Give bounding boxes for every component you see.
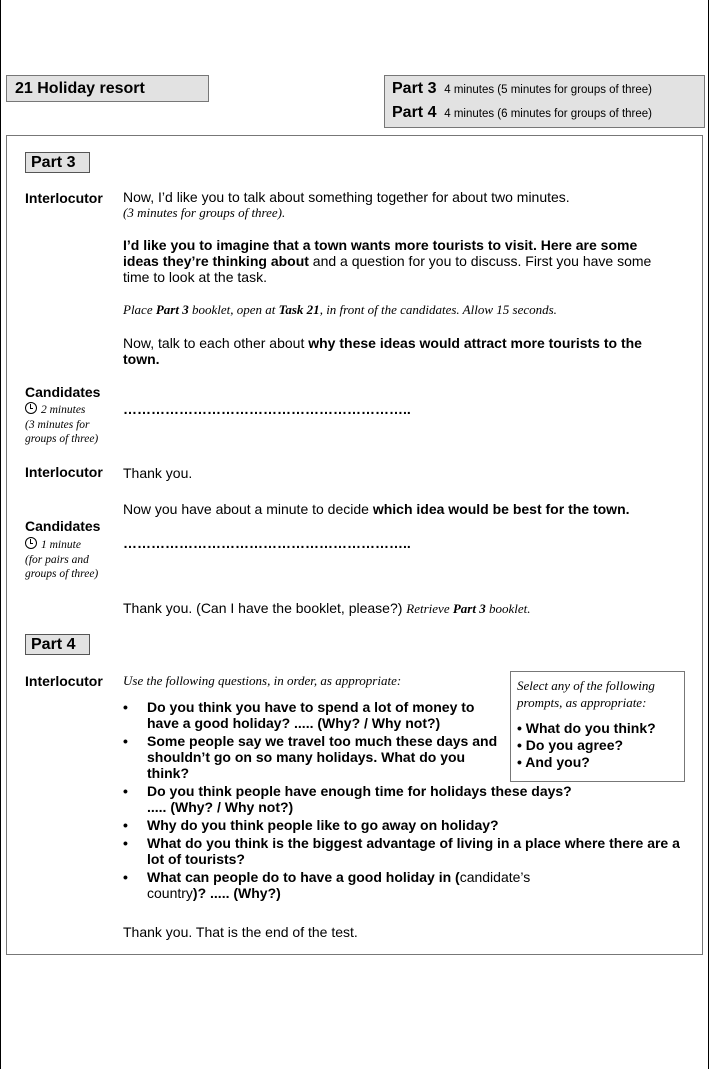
candidates-timing: 1 minute (for pairs and groups of three) (25, 539, 99, 580)
prompt-box (510, 671, 685, 782)
questions-instruction: Use the following questions, in order, as appropriate: (123, 673, 402, 688)
timing-box (384, 75, 705, 128)
candidates-label: Candidates (25, 518, 101, 534)
prompt-box-title: Select any of the following prompts, as appropriate: (517, 678, 655, 710)
prompt-item: • What do you think? (517, 720, 656, 736)
task-text (123, 237, 668, 285)
clock-icon (25, 537, 37, 549)
part3-closing: Thank you. (Can I have the booklet, please?) Retrieve Part 3 booklet. (123, 600, 531, 616)
question-item: • What can people do to have a good holiday in (candidate’s country)? ..... (Why?) (123, 869, 531, 901)
intro-note: (3 minutes for groups of three). (123, 205, 286, 220)
decide-instruction: Now you have about a minute to decide which idea would be best for the town. (123, 501, 630, 517)
question-item: • Why do you think people like to go away on holiday? (123, 817, 499, 833)
part3-heading: Part 3 (25, 152, 90, 173)
timing-text: 4 minutes (5 minutes for groups of three) (444, 84, 652, 96)
timing-part4 (392, 104, 697, 122)
clock-icon (25, 402, 37, 414)
place-instruction: Place Part 3 booklet, open at Task 21, in front of the candidates. Allow 15 seconds. (123, 302, 557, 317)
task-rest: and a question for you to discuss. First you have some time to look at the task. (123, 253, 652, 285)
part4-heading: Part 4 (25, 634, 90, 655)
talk-instruction: Now, talk to each other about why these ideas would attract more tourists to the town. (123, 335, 642, 367)
timing-part-label: Part 4 (392, 104, 437, 121)
task-bold: I’d like you to imagine that a town wants more tourists to visit. Here are some ideas they’re thinking about (123, 237, 638, 269)
interlocutor-label: Interlocutor (25, 190, 103, 206)
timing-part-label: Part 3 (392, 80, 437, 97)
task-title: 21 Holiday resort (6, 75, 209, 102)
interlocutor-label: Interlocutor (25, 464, 103, 480)
question-item: • Do you think people have enough time for holidays these days? ..... (Why? / Why not?) (123, 783, 572, 815)
candidates-label: Candidates (25, 384, 101, 400)
candidates-response-dots: …………………………………………………….. (123, 535, 411, 551)
question-item: • What do you think is the biggest advantage of living in a place where there are a lot of tourists? (123, 835, 680, 867)
prompt-item: • Do you agree? (517, 737, 624, 753)
candidates-timing: 2 minutes (3 minutes for groups of three) (25, 404, 99, 445)
intro-text (123, 189, 673, 221)
timing-part3 (392, 80, 697, 104)
test-end-text: Thank you. That is the end of the test. (123, 924, 358, 940)
intro-line: Now, I’d like you to talk about something together for about two minutes. (123, 189, 570, 205)
question-item: • Some people say we travel too much these days and shouldn’t go on so many holidays. What do you think? (123, 733, 498, 781)
prompt-item: • And you? (517, 754, 590, 770)
timing-text: 4 minutes (6 minutes for groups of three) (444, 108, 652, 120)
page-edge-left (0, 0, 1, 1069)
interlocutor-label: Interlocutor (25, 673, 103, 689)
candidates-response-dots: …………………………………………………….. (123, 401, 411, 417)
question-item: • Do you think you have to spend a lot of money to have a good holiday? ..... (Why? / Why not?) (123, 699, 475, 731)
thank-you-text: Thank you. (123, 465, 193, 481)
